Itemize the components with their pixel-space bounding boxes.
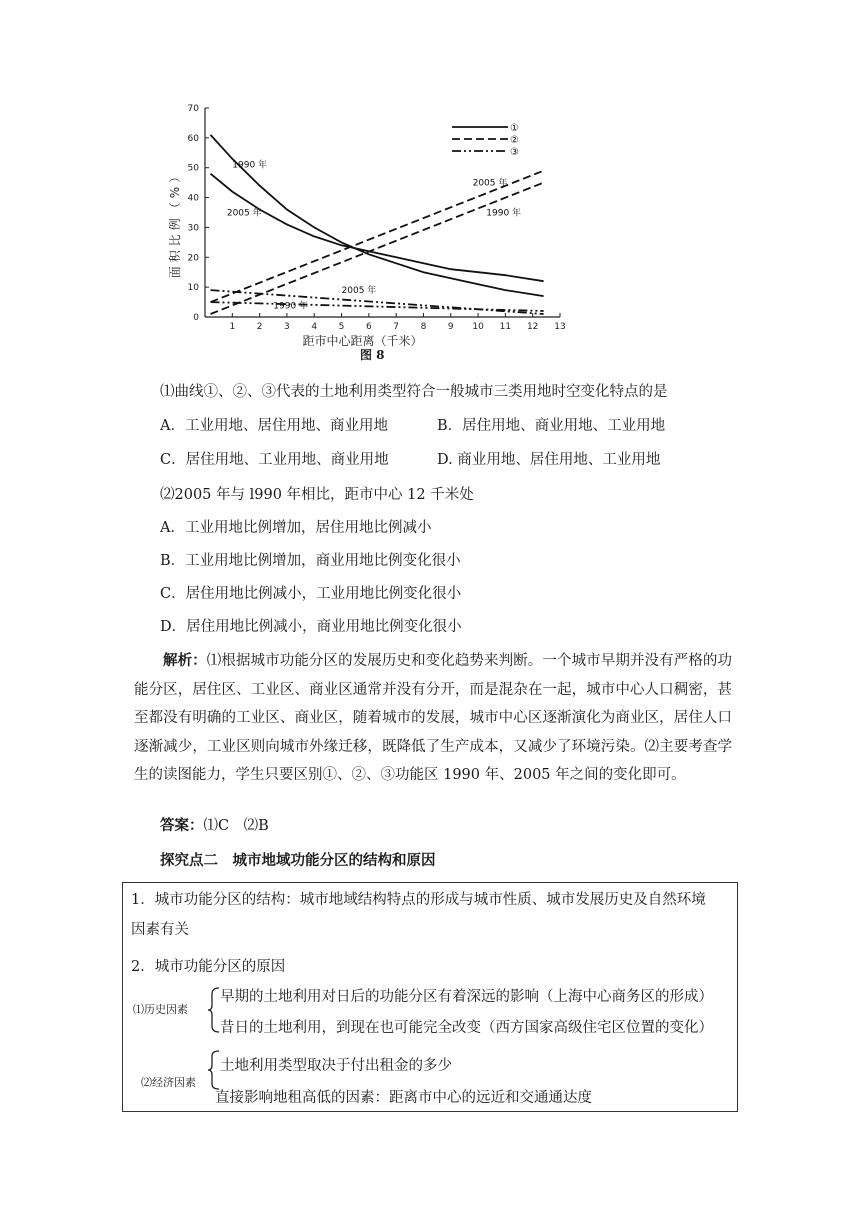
q2-question: ⑵2005 年与 l990 年相比，距市中心 12 千米处 bbox=[160, 487, 474, 503]
q2-option-c: C．居住用地比例减小，工业用地比例变化很小 bbox=[160, 586, 462, 602]
q1-question: ⑴曲线①、②、③代表的土地利用类型符合一般城市三类用地时空变化特点的是 bbox=[160, 384, 668, 400]
economic-factor-2: 直接影响地租高低的因素：距离市中心的远近和交通通达度 bbox=[215, 1090, 592, 1106]
y-tick-label: 40 bbox=[187, 193, 199, 204]
land-use-line-chart bbox=[165, 100, 585, 350]
series-line-5 bbox=[211, 290, 544, 314]
x-tick-label: 10 bbox=[472, 322, 484, 332]
figure-caption: 图 8 bbox=[360, 348, 385, 362]
series-annotation-2: 2005 年 bbox=[226, 208, 262, 219]
y-tick-label: 60 bbox=[187, 133, 199, 144]
series-annotation-3: 2005 年 bbox=[472, 178, 508, 189]
q1-option-b: B．居住用地、商业用地、工业用地 bbox=[437, 418, 666, 434]
q2-option-b: B．工业用地比例增加，商业用地比例变化很小 bbox=[160, 553, 461, 569]
section-title: 探究点二 城市地域功能分区的结构和原因 bbox=[160, 852, 436, 869]
analysis-text: ⑴根据城市功能分区的发展历史和变化趋势来判断。一个城市早期并没有严格的功能分区，居住区、工业区、商业区通常并没有分开，而是混杂在一起，城市中心人口稠密，甚至都没有明确的工业区、商业区，随着城市的发展，城市中心区逐渐演化为商业区，居住人口逐渐减少，工业区则向城市外缘迁移，既降低了生产成本，又减少了环境污染。⑵主要考查学生的读图能力，学生只要区别①、②、③功能区 1990 年、2005 年之间的变化即可。 bbox=[134, 653, 733, 783]
y-tick-label: 70 bbox=[187, 104, 199, 114]
x-tick-label: 6 bbox=[365, 322, 372, 332]
history-factor-label: ⑴历史因素 bbox=[133, 1003, 188, 1016]
box-line-2: 因素有关 bbox=[131, 922, 189, 938]
q1-option-a: A．工业用地、居住用地、商业用地 bbox=[160, 418, 388, 434]
x-tick-label: 12 bbox=[526, 322, 539, 332]
answer-text: ⑴C ⑵B bbox=[203, 818, 269, 834]
x-tick-label: 13 bbox=[554, 322, 566, 332]
analysis-label: 解析： bbox=[163, 652, 207, 669]
legend-label-2: ② bbox=[510, 135, 519, 146]
legend-label-1: ① bbox=[510, 123, 519, 134]
q2-option-a: A．工业用地比例增加，居住用地比例减小 bbox=[160, 520, 432, 536]
series-line-6 bbox=[211, 302, 544, 311]
x-tick-label: 5 bbox=[338, 322, 345, 332]
x-tick-label: 1 bbox=[229, 322, 236, 332]
q1-option-c: C．居住用地、工业用地、商业用地 bbox=[160, 452, 389, 468]
analysis-paragraph bbox=[134, 647, 732, 790]
y-tick-label: 0 bbox=[193, 313, 199, 323]
x-axis-label: 距市中心距离（千米） bbox=[302, 334, 423, 348]
y-tick-label: 20 bbox=[187, 253, 199, 264]
history-brace-icon bbox=[207, 986, 221, 1034]
q2-option-d: D．居住用地比例减小，商业用地比例变化很小 bbox=[160, 619, 462, 635]
series-annotation-4: 1990 年 bbox=[486, 208, 522, 219]
x-tick-label: 8 bbox=[420, 322, 427, 332]
x-tick-label: 9 bbox=[447, 322, 454, 332]
legend-label-3: ③ bbox=[510, 147, 519, 158]
x-tick-label: 2 bbox=[256, 322, 263, 332]
x-tick-label: 11 bbox=[499, 322, 512, 332]
economic-factor-1: 土地利用类型取决于付出租金的多少 bbox=[220, 1058, 452, 1074]
series-annotation-1: 1990 年 bbox=[232, 160, 268, 171]
answer-label: 答案： bbox=[160, 817, 204, 834]
summary-box bbox=[122, 882, 738, 1112]
series-annotation-5: 2005 年 bbox=[341, 286, 377, 297]
history-factor-1: 早期的土地利用对日后的功能分区有着深远的影响（上海中心商务区的形成） bbox=[220, 989, 713, 1005]
q1-option-d: D. 商业用地、居住用地、工业用地 bbox=[437, 452, 661, 468]
y-tick-label: 30 bbox=[187, 223, 199, 234]
y-tick-label: 50 bbox=[187, 163, 199, 174]
chart-plot-area bbox=[167, 104, 566, 348]
history-factor-2: 昔日的土地利用，到现在也可能完全改变（西方国家高级住宅区位置的变化） bbox=[220, 1020, 713, 1036]
x-tick-label: 3 bbox=[284, 322, 290, 332]
economic-brace-icon bbox=[207, 1049, 221, 1091]
y-tick-label: 10 bbox=[187, 283, 199, 294]
x-tick-label: 4 bbox=[311, 322, 318, 332]
series-annotation-6: 1990 年 bbox=[273, 301, 309, 312]
answer-line bbox=[160, 816, 269, 836]
y-axis-label: 面积比例（%） bbox=[168, 166, 182, 279]
box-line-3: 2．城市功能分区的原因 bbox=[131, 959, 286, 975]
series-line-3 bbox=[211, 171, 544, 302]
x-tick-label: 7 bbox=[393, 322, 400, 332]
box-line-1: 1．城市功能分区的结构：城市地域结构特点的形成与城市性质、城市发展历史及自然环境 bbox=[131, 892, 706, 908]
economic-factor-label: ⑵经济因素 bbox=[141, 1076, 196, 1089]
